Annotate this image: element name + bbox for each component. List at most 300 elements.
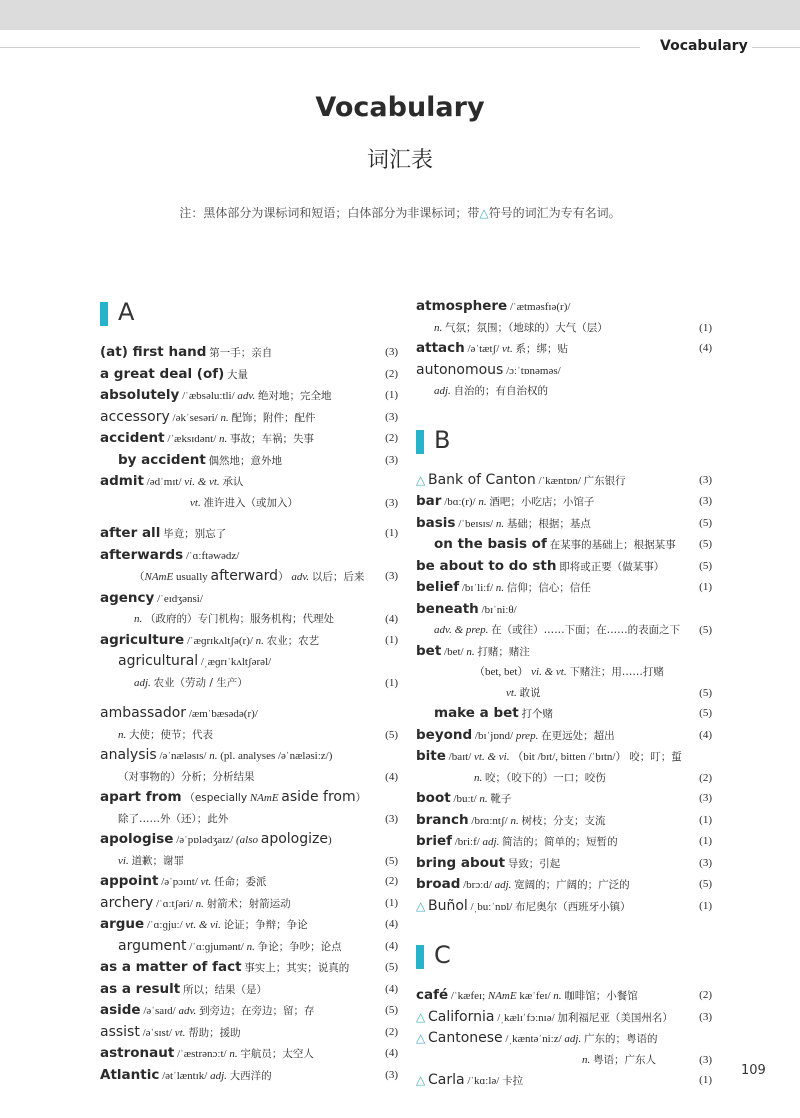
vocab-entry (416, 534, 712, 556)
vocab-entry (100, 893, 398, 915)
definition: 广东的；粤语的 (583, 1033, 658, 1045)
part-of-speech: adv. & prep. (434, 624, 489, 636)
phonetic: /bet/ (444, 645, 464, 658)
part-of-speech: vi. (118, 854, 129, 867)
headword: aside (100, 1002, 141, 1018)
vocab-entry-continued (416, 620, 712, 641)
definition: 气氛；氛围；（地球的）大气（层） (445, 321, 608, 334)
section-header-a (100, 296, 398, 332)
phonetic: /ˈɑːtʃəri/ (156, 897, 193, 910)
vocab-entry-continued (416, 318, 712, 339)
unit-number: (3) (385, 1068, 398, 1081)
part-of-speech: adj. (482, 836, 500, 848)
right-column (416, 296, 712, 1092)
unit-number: (5) (699, 624, 712, 636)
vocab-entry (416, 896, 712, 918)
headword: archery (100, 894, 154, 911)
headword: Bank of Canton (427, 471, 536, 488)
phonetic: /buːt/ (453, 793, 477, 805)
part-of-speech: vt. (190, 496, 201, 509)
section-bar (416, 945, 424, 969)
definition: 简洁的；简单的；短暂的 (502, 836, 618, 848)
unit-number: (5) (699, 538, 712, 550)
definition: 下赌注；用……打赌 (569, 666, 664, 678)
part-of-speech: adj. (210, 1069, 227, 1082)
part-of-speech: vi. & vt. (184, 476, 220, 488)
definition: 在（或往）……下面；在……的表面之下 (491, 624, 681, 636)
vocab-entry-continued (100, 673, 398, 694)
part-of-speech: n. (495, 582, 505, 594)
part-of-speech: n. (209, 750, 218, 762)
vocab-entry (416, 746, 712, 768)
definition: 在更远处；超出 (541, 729, 615, 742)
unit-number: (3) (699, 1010, 712, 1023)
usage-note: NAmE (249, 792, 279, 804)
headword: Atlantic (100, 1066, 160, 1083)
unit-number: (5) (699, 686, 712, 699)
definition: 咖啡馆；小餐馆 (564, 990, 638, 1002)
vocab-entry (416, 874, 712, 896)
unit-number: (3) (699, 495, 712, 507)
unit-number: (2) (385, 1025, 398, 1038)
vocab-entry (416, 831, 712, 853)
definition: 导致；引起 (507, 857, 561, 870)
definition: 加利福尼亚（美国州名） (557, 1011, 673, 1024)
definition: 打赌；赌注 (477, 645, 530, 658)
paren-close: ) (327, 834, 332, 846)
headword: basis (416, 514, 456, 531)
definition: 到旁边；在旁边；留；存 (199, 1005, 315, 1017)
definition: 射箭术；射箭运动 (206, 897, 291, 910)
phonetic: /ˈɑːftəwədz/ (185, 549, 240, 562)
unit-number: (1) (699, 899, 712, 912)
definition: 宽阔的；广阔的；广泛的 (514, 879, 630, 891)
headword: apologise (100, 831, 174, 847)
unit-number: (4) (385, 982, 398, 995)
vocab-entry-continued (100, 809, 398, 830)
unit-number: (5) (699, 559, 712, 572)
running-header-rule (0, 47, 640, 48)
section-bar (416, 430, 424, 454)
section-letter: B (434, 425, 451, 454)
headword: bite (416, 748, 446, 764)
part-of-speech: adj. (434, 385, 451, 397)
unit-number: (2) (699, 771, 712, 784)
unit-number: (1) (385, 676, 398, 689)
running-header-title: Vocabulary (660, 38, 748, 54)
vocab-entry-continued (100, 767, 398, 788)
page-subtitle: 词汇表 (366, 148, 433, 173)
legend-note (0, 204, 800, 221)
part-of-speech: vt. & vi. (185, 919, 221, 931)
unit-number: (5) (385, 728, 398, 741)
part-of-speech: n. (495, 517, 505, 530)
vocab-entry (100, 588, 398, 610)
headword: as a result (100, 980, 181, 997)
headword: agricultural (118, 653, 199, 669)
vocab-entry (100, 979, 398, 1001)
definition: 以后；后来 (311, 571, 365, 583)
vocab-entry (416, 985, 712, 1007)
unit-number: (4) (699, 342, 712, 354)
part-of-speech: n. (553, 990, 562, 1002)
part-of-speech: vt. & vi. (474, 751, 510, 763)
headword: bring about (416, 854, 506, 871)
definition: 论证；争辩；争论 (223, 919, 308, 931)
headword: beneath (416, 600, 479, 617)
phonetic: /əˈpɒlədʒaɪz/ (176, 834, 234, 846)
phonetic: /əˈtætʃ/ (467, 343, 500, 355)
vocab-entry (416, 470, 712, 492)
vocab-entry-continued (416, 662, 712, 683)
part-of-speech: prep. (515, 729, 539, 742)
unit-number: (3) (385, 410, 398, 423)
headword: admit (100, 473, 144, 489)
vocab-entry (416, 599, 712, 621)
vocab-entry (416, 1070, 712, 1092)
definition: 毕竟；别忘了 (163, 528, 227, 540)
running-header-rule-right (752, 47, 800, 48)
part-of-speech: n. (134, 613, 143, 625)
phonetic: /bɪˈniːθ/ (481, 603, 517, 616)
phonetic: /əˈnæləsɪs/ (159, 750, 207, 762)
vocab-entry (100, 364, 398, 386)
vocab-entry-continued (100, 566, 398, 588)
phonetic: /bɪˈjɒnd/ (474, 729, 514, 742)
vocab-entry (416, 703, 712, 725)
phonetic: /ˌæɡrɪˈkʌltʃərəl/ (200, 656, 272, 668)
definition: 布尼奥尔（西班牙小镇） (515, 900, 631, 913)
unit-number: (3) (699, 1053, 712, 1066)
unit-number: (4) (385, 939, 398, 952)
vocab-entry (416, 360, 712, 382)
phonetic: /brɔːd/ (463, 879, 492, 891)
definition: 大量 (227, 368, 249, 381)
unit-number: (4) (385, 770, 398, 783)
part-of-speech: n. (478, 496, 487, 508)
definition: 咬；（咬下的）一口；咬伤 (485, 771, 606, 784)
definition: 打个赌 (521, 708, 553, 720)
vocab-entry (100, 428, 398, 450)
unit-number: (2) (385, 432, 398, 444)
phonetic: /ˈæbsəluːtli/ (182, 390, 235, 402)
unit-number: (1) (385, 896, 398, 909)
part-of-speech: vt. (200, 876, 212, 888)
headword: agriculture (100, 631, 185, 648)
part-of-speech: n. (229, 1048, 238, 1060)
vocab-entry-continued (100, 851, 398, 872)
headword: as a matter of fact (100, 959, 242, 975)
plural-form: (pl. analyses /əˈnæləsiːz/) (220, 750, 333, 762)
unit-number: (1) (385, 527, 398, 539)
unit-number: (4) (385, 613, 398, 625)
verb-forms: （bet, bet） (474, 666, 529, 678)
vocab-entry (100, 829, 398, 851)
definition: （政府的）专门机构；服务机构；代理处 (145, 613, 334, 625)
section-letter: A (118, 298, 135, 326)
part-of-speech: vt. (502, 343, 513, 355)
phonetic: /ədˈmɪt/ (146, 476, 182, 488)
headword: accessory (100, 408, 170, 425)
definition: 信仰；信心；信任 (506, 582, 591, 594)
top-band (0, 0, 800, 30)
definition: 帮助；援助 (188, 1026, 241, 1039)
definition: 所以；结果（是） (182, 983, 267, 996)
vocab-entry (100, 1000, 398, 1022)
unit-number: (3) (699, 856, 712, 869)
headword: apart from (100, 789, 182, 805)
phonetic: /ˈæstrənɔːt/ (177, 1048, 227, 1060)
vocab-entry (416, 577, 712, 599)
vocab-entry-continued (416, 381, 712, 402)
unit-number: (3) (699, 792, 712, 804)
vocab-entry (100, 545, 398, 567)
vocab-entry-continued (416, 683, 712, 704)
definition: 咬；叮；蜇 (629, 751, 682, 763)
unit-number: (1) (385, 633, 398, 646)
headword: make a bet (434, 705, 519, 721)
part-of-speech: adj. (134, 676, 151, 689)
phonetic: /æmˈbæsədə(r)/ (188, 708, 258, 720)
unit-number: (2) (385, 367, 398, 380)
phonetic: /ɔːˈtɒnəməs/ (506, 364, 561, 377)
unit-number: (3) (385, 453, 398, 466)
part-of-speech: vt. (174, 1026, 186, 1039)
headword: agency (100, 589, 155, 606)
definition: 事实上；其实；说真的 (244, 962, 350, 974)
proper-noun-triangle-icon: △ (416, 1073, 426, 1087)
headword: atmosphere (416, 298, 508, 314)
headword: Carla (427, 1072, 465, 1088)
unit-number: (5) (385, 1004, 398, 1016)
headword: Buñol (427, 897, 468, 914)
part-of-speech: n. (118, 728, 127, 741)
headword: (at) first hand (100, 344, 207, 360)
triangle-icon: △ (479, 206, 489, 220)
alternate-form: aside from (281, 789, 356, 805)
unit-number: (4) (385, 1047, 398, 1059)
part-of-speech: n. (219, 433, 228, 445)
phonetic: /ˌbuːˈnɒl/ (470, 900, 513, 913)
definition: 任命；委派 (214, 876, 267, 888)
vocab-entry (416, 810, 712, 832)
phonetic: /ˈbeɪsɪs/ (458, 517, 494, 530)
left-column (100, 296, 398, 1086)
phonetic: /ˈeɪdʒənsi/ (157, 592, 203, 605)
definition: 偶然地；意外地 (208, 454, 283, 467)
unit-number: (5) (699, 707, 712, 719)
headword: a great deal (of) (100, 365, 225, 382)
page-number: 109 (741, 1063, 766, 1078)
vocab-entry (100, 1065, 398, 1087)
headword: afterwards (100, 546, 184, 563)
headword: after all (100, 525, 161, 541)
phonetic: /ˌkælɪˈfɔːnɪə/ (497, 1011, 555, 1024)
part-of-speech: n. (582, 1053, 591, 1066)
phonetic-alt: kæˈfeɪ/ (519, 990, 551, 1002)
headword: be about to do sth (416, 557, 557, 574)
headword: broad (416, 876, 461, 892)
vocab-entry (100, 745, 398, 767)
headword: absolutely (100, 387, 180, 403)
headword: belief (416, 579, 460, 595)
section-header-b (416, 424, 712, 460)
vocab-entry (416, 513, 712, 535)
phonetic: /əˈpɔɪnt/ (161, 876, 198, 888)
part-of-speech: n. (220, 411, 229, 424)
phonetic: /ˈætməsfɪə(r)/ (509, 301, 571, 313)
definition: 农业（劳动 / 生产） (153, 676, 248, 689)
unit-number: (3) (385, 812, 398, 825)
definition: 绝对地；完全地 (258, 390, 332, 402)
headword: astronaut (100, 1045, 175, 1061)
part-of-speech: n. (255, 634, 264, 647)
unit-number: (5) (699, 516, 712, 529)
unit-number: (2) (699, 989, 712, 1001)
headword: on the basis of (434, 536, 547, 552)
headword: argue (100, 916, 145, 932)
phonetic: /ˈæksɪdənt/ (167, 433, 217, 445)
proper-noun-triangle-icon: △ (416, 1031, 426, 1045)
definition: 除了……外（还）；此外 (118, 812, 229, 825)
unit-number: (5) (385, 854, 398, 867)
part-of-speech: n. (474, 771, 483, 784)
vocab-entry (416, 853, 712, 875)
unit-number: (3) (385, 346, 398, 358)
vocab-entry (100, 407, 398, 429)
phonetic: /bɪˈliːf/ (461, 582, 494, 594)
definition: 第一手；亲自 (209, 347, 273, 359)
headword: beyond (416, 726, 473, 743)
unit-number: (1) (699, 1074, 712, 1086)
vocab-entry (100, 914, 398, 936)
vocab-entry (100, 957, 398, 979)
paren-open: （especially (184, 792, 248, 804)
definition: 靴子 (490, 793, 512, 805)
vocab-entry (416, 1007, 712, 1029)
definition: 即将或正要（做某事） (559, 560, 665, 573)
part-of-speech: n. (479, 793, 488, 805)
vocab-entry (100, 523, 398, 545)
verb-forms: （bit /bɪt/, bitten /ˈbɪtn/） (512, 751, 627, 763)
definition: 在某事的基础上；根据某事 (549, 539, 676, 551)
definition: 广东银行 (583, 474, 626, 487)
headword: attach (416, 340, 465, 356)
definition: 卡拉 (502, 1075, 524, 1087)
part-of-speech: n. (466, 645, 475, 658)
section-letter: C (434, 941, 451, 969)
part-of-speech: adv. (237, 390, 256, 402)
usage-text: usually (175, 571, 208, 583)
vocab-entry (100, 703, 398, 725)
phonetic: /baɪt/ (448, 751, 472, 763)
vocab-entry (100, 651, 398, 673)
vocab-entry (100, 871, 398, 893)
phonetic: /ˈɑːɡjumənt/ (189, 940, 244, 953)
definition: 敢说 (519, 686, 541, 699)
headword: branch (416, 811, 469, 828)
definition: 承认 (222, 476, 244, 488)
unit-number: (2) (385, 875, 398, 887)
vocab-entry (416, 725, 712, 747)
vocab-entry (100, 787, 398, 809)
unit-number: (1) (699, 321, 712, 334)
alternate-form: afterward (210, 568, 279, 584)
page-title: Vocabulary (315, 92, 485, 123)
paren-open: （ (134, 571, 145, 583)
phonetic: /ətˈlæntɪk/ (162, 1069, 208, 1082)
vocab-entry (100, 936, 398, 958)
vocab-entry (100, 471, 398, 493)
part-of-speech: adv. (178, 1005, 197, 1017)
vocab-entry (100, 342, 398, 364)
phonetic: /ˈkæntɒn/ (538, 474, 581, 487)
unit-number: (3) (385, 496, 398, 509)
vocab-entry (100, 1022, 398, 1044)
vocab-entry (100, 385, 398, 407)
usage-note: NAmE (487, 990, 517, 1002)
unit-number: (3) (385, 570, 398, 582)
part-of-speech: n. (246, 940, 255, 953)
unit-number: (3) (699, 473, 712, 486)
vocab-entry (416, 491, 712, 513)
headword: bet (416, 642, 442, 659)
headword: by accident (118, 451, 206, 468)
vocab-entry-continued (100, 609, 398, 630)
vocab-entry-continued (416, 768, 712, 789)
definition: 酒吧；小吃店；小馆子 (489, 496, 595, 508)
vocab-entry (100, 630, 398, 652)
legend-note-pre: 注：黑体部分为课标词和短语；白体部分为非课标词；带 (179, 206, 480, 220)
definition: 系；绑；贴 (515, 343, 568, 355)
definition: 争论；争吵；论点 (257, 940, 342, 953)
definition: 事故；车祸；失事 (230, 433, 315, 445)
part-of-speech: adj. (564, 1033, 582, 1045)
definition: 大西洋的 (229, 1069, 272, 1082)
vocab-entry (416, 556, 712, 578)
part-of-speech: adv. (291, 571, 310, 583)
unit-number: (4) (699, 728, 712, 741)
phonetic: /ˈæɡrɪkʌltʃə(r)/ (186, 634, 253, 647)
definition: 道歉；谢罪 (131, 854, 184, 867)
legend-note-post: 符号的词汇为专有名词。 (488, 206, 621, 220)
vocab-entry (416, 641, 712, 663)
proper-noun-triangle-icon: △ (416, 1009, 426, 1024)
part-of-speech: vt. (506, 686, 517, 699)
definition: （对事物的）分析；分析结果 (118, 770, 255, 783)
vocab-entry (416, 1028, 712, 1050)
part-of-speech: adj. (494, 879, 512, 891)
vocab-entry-continued (100, 493, 398, 514)
phonetic: /ˈɑːɡjuː/ (146, 919, 183, 931)
unit-number: (1) (385, 389, 398, 401)
also-label: (also (236, 834, 258, 846)
paren-close: ） (278, 571, 289, 583)
part-of-speech: n. (434, 321, 443, 334)
phonetic: /bɑː(r)/ (444, 496, 476, 508)
vocab-entry (416, 296, 712, 318)
headword: assist (100, 1023, 140, 1040)
headword: bar (416, 493, 442, 509)
unit-number: (1) (699, 581, 712, 593)
definition: 粤语；广东人 (593, 1053, 656, 1066)
unit-number: (1) (699, 813, 712, 826)
definition: 树枝；分支；支流 (521, 814, 606, 827)
unit-number: (5) (699, 878, 712, 890)
phonetic: /əˈsɪst/ (142, 1026, 172, 1039)
phonetic: /ˌkæntəˈniːz/ (505, 1033, 562, 1045)
alternate-form: apologize (260, 831, 328, 847)
